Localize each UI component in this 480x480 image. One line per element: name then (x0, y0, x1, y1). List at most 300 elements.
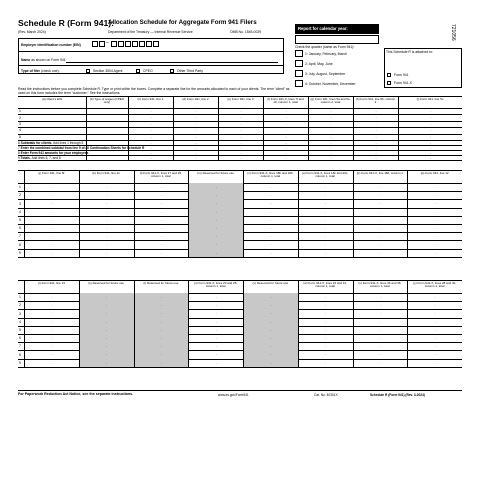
amount-cell[interactable] (353, 183, 408, 191)
amount-cell[interactable] (353, 216, 408, 224)
amount-cell[interactable] (24, 359, 79, 367)
amount-cell[interactable] (298, 199, 353, 207)
row-number: 7 (19, 344, 21, 349)
decimal-point: . (106, 302, 108, 308)
decimal-point: . (51, 216, 53, 222)
ein-input[interactable]: – (92, 40, 162, 48)
decimal-point: . (240, 108, 242, 113)
row-number: 9 (19, 250, 21, 255)
amount-cell[interactable] (353, 249, 408, 257)
amount-cell[interactable] (407, 342, 462, 350)
amount-cell[interactable] (188, 318, 243, 326)
decimal-point: . (51, 184, 53, 189)
amount-cell[interactable] (24, 309, 79, 317)
decimal-point: . (195, 114, 197, 120)
decimal-point: . (160, 351, 162, 357)
decimal-point: . (375, 120, 377, 126)
decimal-point: . (51, 302, 53, 308)
decimal-point: . (150, 139, 152, 145)
decimal-point: . (325, 335, 327, 340)
amount-cell[interactable] (79, 183, 134, 191)
amount-cell[interactable] (24, 191, 79, 199)
decimal-point: . (285, 149, 287, 155)
column-header: (o) Form 941-X, lines 18c and 26c, column 1, total (302, 171, 349, 179)
amount-cell[interactable] (24, 318, 79, 326)
amount-cell[interactable] (134, 208, 189, 216)
allocation-table-2 (18, 170, 462, 278)
amount-cell[interactable] (298, 216, 353, 224)
decimal-point: . (430, 114, 432, 120)
decimal-point: . (215, 216, 217, 222)
amount-cell[interactable] (134, 232, 189, 240)
decimal-point: . (195, 133, 197, 139)
form-941x-checkbox[interactable] (387, 81, 391, 85)
name-label: Name (21, 58, 31, 62)
decimal-point: . (215, 318, 217, 324)
amount-cell[interactable] (298, 318, 353, 326)
decimal-point: . (150, 108, 152, 113)
decimal-point: . (330, 108, 332, 113)
amount-cell[interactable] (353, 293, 408, 301)
decimal-point: . (195, 139, 197, 145)
amount-cell[interactable] (188, 293, 243, 301)
decimal-point: . (379, 233, 381, 239)
amount-cell[interactable] (243, 208, 298, 216)
decimal-point: . (195, 144, 197, 150)
decimal-point: . (160, 294, 162, 299)
row-number: 7 (19, 234, 21, 239)
decimal-point: . (215, 249, 217, 255)
allocation-table-1 (18, 96, 462, 168)
decimal-point: . (160, 335, 162, 340)
amount-cell[interactable] (353, 359, 408, 367)
decimal-point: . (325, 249, 327, 255)
decimal-point: . (430, 108, 432, 113)
decimal-point: . (160, 208, 162, 214)
decimal-point: . (379, 359, 381, 365)
section-3504-label: Section 3504 Agent (93, 69, 123, 73)
column-header: (v) Reserved for future use (252, 281, 289, 285)
amount-cell[interactable] (407, 318, 462, 326)
decimal-point: . (215, 302, 217, 308)
decimal-point: . (285, 127, 287, 133)
decimal-point: . (285, 144, 287, 150)
amount-cell[interactable] (353, 224, 408, 232)
section-3504-checkbox[interactable] (86, 69, 90, 73)
amount-cell[interactable] (407, 232, 462, 240)
column-rule (79, 280, 80, 367)
row-number: 8 (18, 150, 21, 155)
decimal-point: . (160, 192, 162, 198)
decimal-point: . (240, 144, 242, 150)
decimal-point: . (270, 351, 272, 357)
decimal-point: . (285, 108, 287, 113)
amount-cell[interactable] (407, 191, 462, 199)
amount-cell[interactable] (243, 224, 298, 232)
decimal-point: . (270, 302, 272, 308)
amount-cell[interactable] (407, 199, 462, 207)
decimal-point: . (285, 154, 287, 160)
other-third-party-checkbox[interactable] (170, 69, 174, 73)
decimal-point: . (160, 310, 162, 316)
amount-cell[interactable] (353, 191, 408, 199)
decimal-point: . (285, 120, 287, 126)
amount-cell[interactable] (298, 224, 353, 232)
amount-cell[interactable] (188, 359, 243, 367)
summary-label: Enter Form 941 amounts for your employees (20, 150, 89, 155)
amount-cell[interactable] (134, 216, 189, 224)
amount-cell[interactable] (188, 334, 243, 342)
row-rule (18, 367, 462, 368)
decimal-point: . (160, 184, 162, 189)
row-number: 2 (19, 193, 21, 198)
decimal-point: . (160, 225, 162, 230)
amount-cell[interactable] (407, 183, 462, 191)
decimal-point: . (434, 249, 436, 255)
amount-cell[interactable] (243, 191, 298, 199)
amount-cell[interactable] (134, 249, 189, 257)
amount-cell[interactable] (407, 350, 462, 358)
decimal-point: . (434, 351, 436, 357)
column-rule (86, 96, 87, 160)
decimal-point: . (375, 154, 377, 160)
amount-cell[interactable] (298, 350, 353, 358)
amount-cell[interactable] (407, 224, 462, 232)
amount-cell[interactable] (79, 240, 134, 248)
amount-cell[interactable] (243, 183, 298, 191)
amount-cell[interactable] (79, 199, 134, 207)
decimal-point: . (375, 139, 377, 145)
decimal-point: . (215, 184, 217, 189)
decimal-point: . (215, 351, 217, 357)
amount-cell[interactable] (24, 342, 79, 350)
decimal-point: . (325, 241, 327, 247)
summary-label: Subtotals for clients. (20, 140, 54, 145)
amount-cell[interactable] (298, 232, 353, 240)
column-header: (r) Form 941, line 13 (37, 281, 65, 285)
amount-cell[interactable] (407, 334, 462, 342)
quarter-check-label: Check the quarter (same as Form 941): (295, 45, 355, 49)
amount-cell[interactable] (24, 208, 79, 216)
decimal-point: . (270, 294, 272, 299)
decimal-point: . (106, 184, 108, 189)
decimal-point: . (379, 343, 381, 349)
decimal-point: . (325, 302, 327, 308)
decimal-point: . (51, 318, 53, 324)
decimal-point: . (106, 294, 108, 299)
amount-cell[interactable] (298, 208, 353, 216)
amount-cell[interactable] (24, 199, 79, 207)
amount-cell[interactable] (298, 342, 353, 350)
column-header: (c) Form 941, line 1 (137, 97, 164, 101)
quarter-1-checkbox[interactable] (295, 50, 303, 57)
amount-cell[interactable] (24, 240, 79, 248)
decimal-point: . (270, 310, 272, 316)
amount-cell[interactable] (24, 293, 79, 301)
amount-cell[interactable] (298, 301, 353, 309)
form-941-label: Form 941 (394, 73, 409, 77)
decimal-point: . (160, 233, 162, 239)
amount-cell[interactable] (79, 208, 134, 216)
column-rule (298, 170, 299, 257)
column-header: (i) Form 941, line 5c (416, 97, 444, 101)
decimal-point: . (215, 359, 217, 365)
decimal-point: . (330, 133, 332, 139)
decimal-point: . (270, 343, 272, 349)
decimal-point: . (430, 154, 432, 160)
decimal-point: . (325, 225, 327, 230)
amount-cell[interactable] (79, 249, 134, 257)
decimal-point: . (195, 154, 197, 160)
row-rule (18, 160, 462, 161)
amount-cell[interactable] (407, 293, 462, 301)
amount-cell[interactable] (298, 334, 353, 342)
amount-cell[interactable] (353, 334, 408, 342)
decimal-point: . (51, 335, 53, 340)
amount-cell[interactable] (188, 342, 243, 350)
decimal-point: . (434, 318, 436, 324)
irs-url[interactable]: www.irs.gov/Form941 (218, 393, 249, 397)
decimal-point: . (379, 335, 381, 340)
quarter-3-label: 3: July, August, September (305, 72, 346, 76)
decimal-point: . (330, 144, 332, 150)
amount-cell[interactable] (353, 309, 408, 317)
department-label: Department of the Treasury — Internal Revenue Service (108, 30, 193, 34)
summary-hint: Add lines 6, 7, and 8 (31, 155, 61, 160)
decimal-point: . (325, 359, 327, 365)
name-input[interactable] (66, 54, 278, 63)
decimal-point: . (270, 249, 272, 255)
amount-cell[interactable] (298, 240, 353, 248)
amount-cell[interactable] (353, 342, 408, 350)
column-rule (188, 280, 189, 367)
amount-cell[interactable] (298, 249, 353, 257)
amount-cell[interactable] (243, 249, 298, 257)
column-rule (243, 280, 244, 367)
amount-cell[interactable] (79, 191, 134, 199)
attached-label: This Schedule R is attached to: (386, 50, 433, 54)
amount-cell[interactable] (188, 350, 243, 358)
decimal-point: . (379, 249, 381, 255)
column-header: (q) Form 941, line 12 (420, 171, 449, 175)
decimal-point: . (240, 120, 242, 126)
amount-cell[interactable] (134, 183, 189, 191)
decimal-point: . (106, 335, 108, 340)
amount-cell[interactable] (134, 224, 189, 232)
column-header: (n) Form 941-X, lines 18b and 26b, column 1, total (247, 171, 294, 179)
amount-cell[interactable] (407, 249, 462, 257)
row-number: 6 (18, 140, 21, 145)
decimal-point: . (215, 200, 217, 206)
amount-cell[interactable] (134, 191, 189, 199)
decimal-point: . (215, 233, 217, 239)
amount-cell[interactable] (24, 224, 79, 232)
decimal-point: . (434, 192, 436, 198)
quarter-3-checkbox[interactable] (295, 70, 303, 77)
calendar-year-input[interactable] (295, 35, 379, 44)
amount-cell[interactable] (353, 208, 408, 216)
quarter-4-checkbox[interactable] (295, 80, 303, 87)
decimal-point: . (434, 225, 436, 230)
form-title: Schedule R (Form 941): (18, 18, 114, 28)
amount-cell[interactable] (24, 301, 79, 309)
amount-cell[interactable] (298, 191, 353, 199)
amount-cell[interactable] (353, 350, 408, 358)
decimal-point: . (270, 318, 272, 324)
amount-cell[interactable] (407, 216, 462, 224)
decimal-point: . (106, 208, 108, 214)
decimal-point: . (51, 241, 53, 247)
row-number: 8 (19, 352, 21, 357)
decimal-point: . (215, 208, 217, 214)
form-941-checkbox[interactable] (387, 73, 391, 77)
row-number: 9 (18, 155, 21, 160)
amount-cell[interactable] (243, 232, 298, 240)
amount-cell[interactable] (407, 208, 462, 216)
amount-cell[interactable] (24, 183, 79, 191)
amount-cell[interactable] (188, 301, 243, 309)
decimal-point: . (106, 233, 108, 239)
decimal-point: . (379, 200, 381, 206)
amount-cell[interactable] (353, 232, 408, 240)
catalog-number: Cat. No. 40301X (314, 393, 338, 397)
decimal-point: . (240, 127, 242, 133)
decimal-point: . (379, 294, 381, 299)
column-rule (134, 280, 135, 367)
amount-cell[interactable] (243, 199, 298, 207)
column-header: (a) Client's EIN (41, 97, 63, 101)
decimal-point: . (240, 114, 242, 120)
form-subtitle: Allocation Schedule for Aggregate Form 941 Filers (108, 19, 257, 26)
amount-cell[interactable] (79, 232, 134, 240)
amount-cell[interactable] (353, 199, 408, 207)
decimal-point: . (379, 225, 381, 230)
row-number: 5 (19, 328, 21, 332)
amount-cell[interactable] (353, 240, 408, 248)
column-rule (243, 170, 244, 257)
decimal-point: . (240, 154, 242, 160)
decimal-point: . (215, 294, 217, 299)
column-rule (218, 96, 219, 160)
column-rule (353, 170, 354, 257)
decimal-point: . (195, 127, 197, 133)
decimal-point: . (325, 192, 327, 198)
amount-cell[interactable] (353, 301, 408, 309)
amount-cell[interactable] (407, 240, 462, 248)
amount-cell[interactable] (134, 199, 189, 207)
amount-cell[interactable] (353, 326, 408, 334)
form-941x-label: Form 941-X (394, 81, 412, 85)
decimal-point: . (215, 225, 217, 230)
decimal-point: . (434, 359, 436, 365)
decimal-point: . (195, 108, 197, 113)
summary-hint: Add lines 1 through 5 (53, 140, 84, 145)
amount-cell[interactable] (24, 350, 79, 358)
cpeo-checkbox[interactable] (136, 69, 140, 73)
quarter-2-checkbox[interactable] (295, 60, 303, 67)
cpeo-label: CPEO (143, 69, 153, 73)
row-number: 4 (19, 128, 21, 133)
amount-cell[interactable] (24, 334, 79, 342)
decimal-point: . (160, 326, 162, 332)
amount-cell[interactable] (243, 240, 298, 248)
column-rule (407, 280, 408, 367)
amount-cell[interactable] (188, 309, 243, 317)
amount-cell[interactable] (24, 326, 79, 334)
form-page (18, 18, 462, 448)
amount-cell[interactable] (298, 309, 353, 317)
amount-cell[interactable] (134, 240, 189, 248)
decimal-point: . (195, 120, 197, 126)
omb-number: OMB No. 1545-0029 (230, 30, 262, 34)
decimal-point: . (434, 241, 436, 247)
column-header: (f) Form 941-X, lines 7f and 10, column 1, total (267, 97, 304, 105)
row-number: 9 (19, 360, 21, 365)
amount-cell[interactable] (407, 359, 462, 367)
amount-cell[interactable] (353, 318, 408, 326)
row-number: 2 (19, 115, 21, 120)
row-number: 6 (19, 336, 21, 341)
decimal-point: . (106, 249, 108, 255)
decimal-point: . (270, 359, 272, 365)
decimal-point: . (106, 310, 108, 316)
decimal-point: . (325, 233, 327, 239)
amount-cell[interactable] (298, 183, 353, 191)
amount-cell[interactable] (298, 359, 353, 367)
column-rule (188, 170, 189, 257)
decimal-point: . (160, 241, 162, 247)
amount-cell[interactable] (407, 326, 462, 334)
decimal-point: . (430, 120, 432, 126)
amount-cell[interactable] (79, 224, 134, 232)
decimal-point: . (106, 318, 108, 324)
amount-cell[interactable] (188, 326, 243, 334)
decimal-point: . (285, 133, 287, 139)
column-header: (h) Form 941, line 5b, column 2 (355, 97, 396, 105)
column-rule (407, 170, 408, 257)
summary-label: Totals. (20, 155, 32, 160)
amount-cell[interactable] (407, 301, 462, 309)
row-number: 5 (19, 134, 21, 139)
column-rule (308, 96, 309, 160)
decimal-point: . (430, 144, 432, 150)
row-number: 8 (19, 242, 21, 247)
decimal-point: . (270, 192, 272, 198)
decimal-point: . (379, 208, 381, 214)
amount-cell[interactable] (24, 232, 79, 240)
row-number: 1 (19, 109, 21, 114)
row-number: 1 (19, 185, 21, 190)
amount-cell[interactable] (79, 216, 134, 224)
amount-cell[interactable] (298, 326, 353, 334)
decimal-point: . (325, 351, 327, 357)
decimal-point: . (51, 225, 53, 230)
decimal-point: . (51, 326, 53, 332)
decimal-point: . (270, 208, 272, 214)
report-year-header: Report for calendar year: (295, 24, 379, 34)
decimal-point: . (434, 208, 436, 214)
amount-cell[interactable] (24, 249, 79, 257)
amount-cell[interactable] (243, 216, 298, 224)
decimal-point: . (215, 192, 217, 198)
row-number: 3 (19, 311, 21, 316)
decimal-point: . (375, 127, 377, 133)
amount-cell[interactable] (298, 293, 353, 301)
amount-cell[interactable] (407, 309, 462, 317)
amount-cell[interactable] (24, 216, 79, 224)
decimal-point: . (160, 343, 162, 349)
column-rule (353, 96, 354, 160)
